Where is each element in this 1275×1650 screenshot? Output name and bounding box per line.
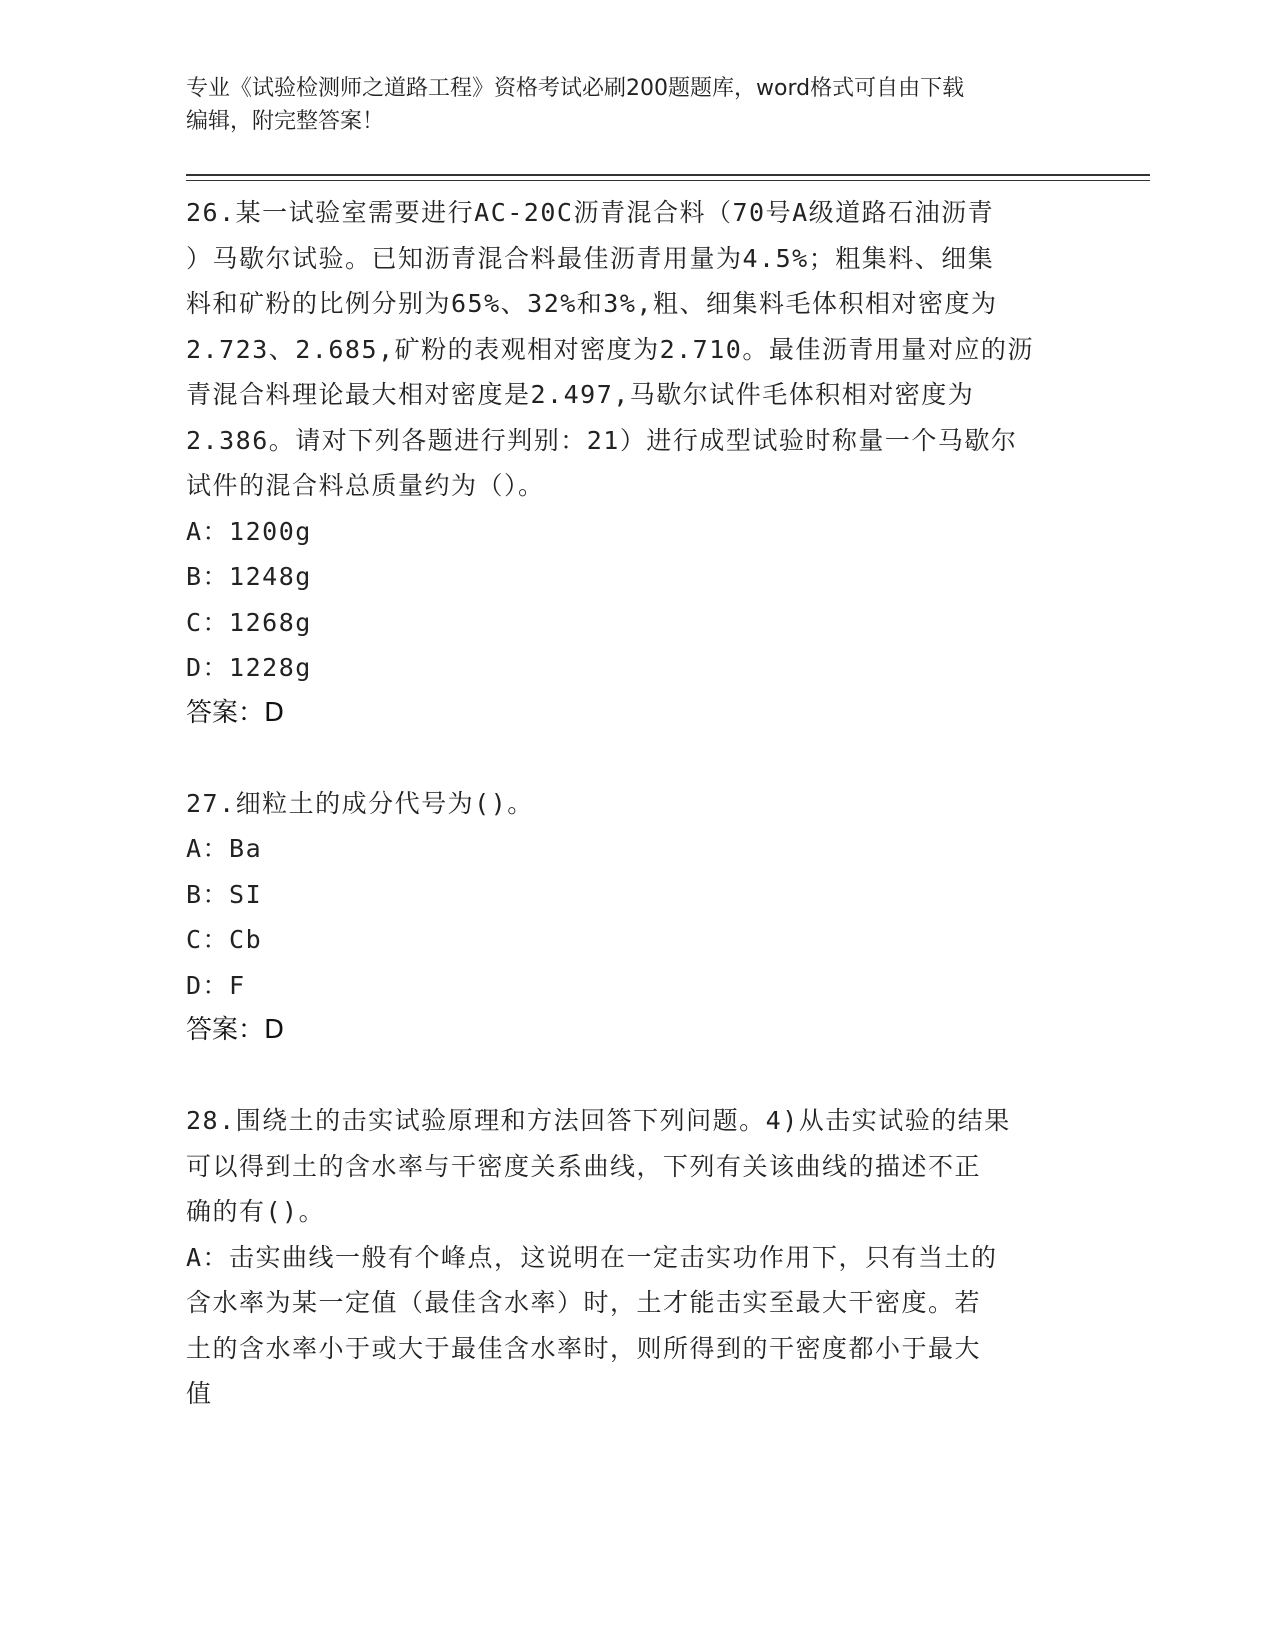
question-spacer xyxy=(186,1053,1086,1098)
header-line-2: 编辑，附完整答案！ xyxy=(186,109,385,134)
option-c: C：1268g xyxy=(186,607,312,637)
question-stem-line: 料和矿粉的比例分别为65%、32%和3%,粗、细集料毛体积相对密度为 xyxy=(186,289,998,318)
question-spacer xyxy=(186,736,1086,781)
header-divider-thin xyxy=(186,180,1150,181)
option-b: B：1248g xyxy=(186,562,312,591)
question-stem-line: 可以得到土的含水率与干密度关系曲线，下列有关该曲线的描述不正 xyxy=(186,1151,982,1181)
option-b: B：SI xyxy=(186,879,263,909)
document-header xyxy=(186,72,1086,138)
answer-label: 答案：D xyxy=(186,697,285,728)
option-a: A：Ba xyxy=(186,834,263,863)
option-a-line: A：击实曲线一般有个峰点，这说明在一定击实功作用下，只有当土的 xyxy=(186,1242,998,1272)
option-c: C：Cb xyxy=(186,925,263,954)
question-28 xyxy=(186,1098,1086,1417)
answer-label: 答案：D xyxy=(186,1015,285,1045)
question-stem-line: 27.细粒土的成分代号为()。 xyxy=(186,788,534,818)
question-27 xyxy=(186,781,1086,1054)
question-stem-line: ）马歇尔试验。已知沥青混合料最佳沥青用量为4.5%；粗集料、细集 xyxy=(186,243,995,273)
question-stem-line: 试件的混合料总质量约为（）。 xyxy=(186,471,545,500)
question-stem-line: 28.围绕土的击实试验原理和方法回答下列问题。4)从击实试验的结果 xyxy=(186,1106,1011,1135)
option-a-line: 含水率为某一定值（最佳含水率）时，土才能击实至最大干密度。若 xyxy=(186,1288,982,1317)
option-d: D：1228g xyxy=(186,653,312,682)
question-stem-line: 26.某一试验室需要进行AC-20C沥青混合料（70号A级道路石油沥青 xyxy=(186,198,995,227)
option-d: D：F xyxy=(186,970,246,1000)
question-stem-line: 2.386。请对下列各题进行判别：21）进行成型试验时称量一个马歇尔 xyxy=(186,425,1018,455)
option-a: A：1200g xyxy=(186,516,312,546)
header-divider-thick xyxy=(186,174,1150,176)
question-stem-line: 2.723、2.685,矿粉的表观相对密度为2.710。最佳沥青用量对应的沥 xyxy=(186,334,1034,364)
questions-content xyxy=(186,190,1086,1417)
question-stem-line: 确的有()。 xyxy=(186,1197,326,1226)
question-26 xyxy=(186,190,1086,736)
option-a-line: 值 xyxy=(186,1379,213,1408)
option-a-line: 土的含水率小于或大于最佳含水率时，则所得到的干密度都小于最大 xyxy=(186,1333,982,1363)
header-line-1: 专业《试验检测师之道路工程》资格考试必刷200题题库，word格式可自由下载 xyxy=(186,76,965,101)
question-stem-line: 青混合料理论最大相对密度是2.497,马歇尔试件毛体积相对密度为 xyxy=(186,380,975,409)
